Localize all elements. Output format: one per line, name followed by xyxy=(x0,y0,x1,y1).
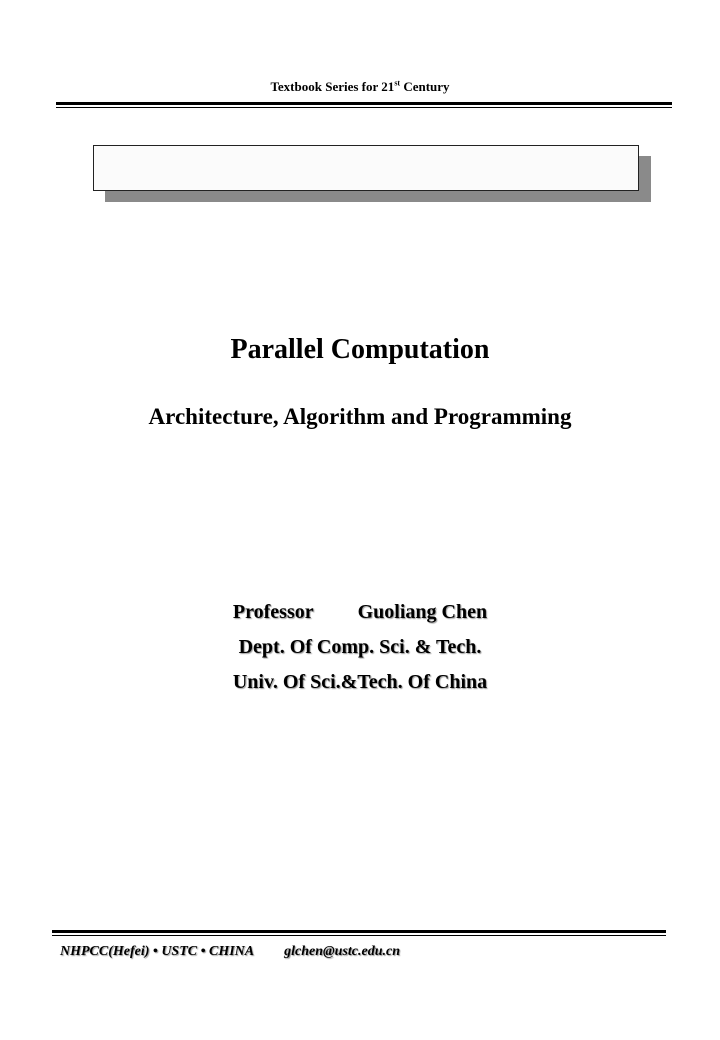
title-box xyxy=(93,145,639,191)
header-rule-thick xyxy=(56,102,672,105)
series-header-superscript: st xyxy=(394,78,401,88)
header-rule-thin xyxy=(56,107,672,108)
author-line xyxy=(0,595,720,630)
author-name: Guoliang Chen xyxy=(357,601,488,623)
series-header xyxy=(0,79,720,95)
author-university: Univ. Of Sci.&Tech. Of China xyxy=(232,671,488,693)
book-title: Parallel Computation xyxy=(230,334,490,365)
footer-org: NHPCC(Hefei) • USTC • CHINA xyxy=(60,944,255,959)
author-block xyxy=(0,595,720,700)
book-subtitle: Architecture, Algorithm and Programming xyxy=(148,404,572,429)
author-department: Dept. Of Comp. Sci. & Tech. xyxy=(238,636,482,658)
footer xyxy=(60,944,400,960)
footer-rule-thin xyxy=(52,935,666,936)
series-header-suffix: Century xyxy=(400,79,450,94)
author-role: Professor xyxy=(232,601,314,623)
footer-email: glchen@ustc.edu.cn xyxy=(284,944,401,959)
series-header-prefix: Textbook Series for 21 xyxy=(270,79,395,94)
footer-rule-thick xyxy=(52,930,666,933)
